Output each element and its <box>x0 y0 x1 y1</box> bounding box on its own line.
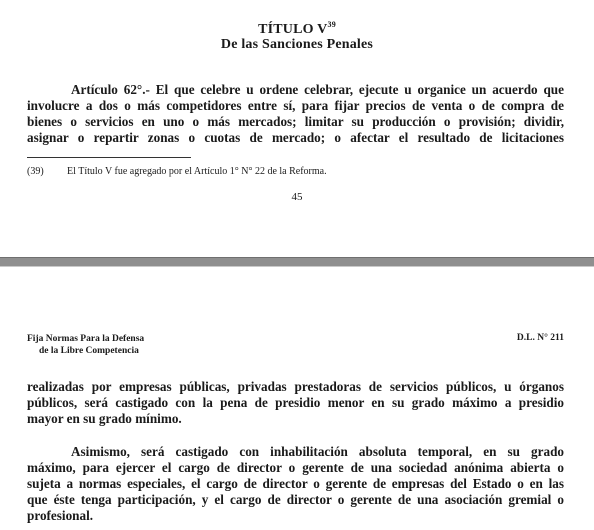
text-line: sujeta a normas especiales, el cargo de director o gerente de empresas del Estado o en las <box>27 476 564 491</box>
footnote-text: El Título V fue agregado por el Artículo 1° N° 22 de la Reforma. <box>67 166 327 177</box>
text-line: que éste tenga participación, y el cargo de director o gerente de una asociación gremial o <box>27 492 564 507</box>
text-line: realizadas por empresas públicas, privadas prestadoras de servicios públicos, u órganos <box>27 379 564 394</box>
footnote-divider <box>27 157 191 158</box>
footnote-number: (39) <box>27 166 44 177</box>
header-line: Fija Normas Para la Defensa <box>27 334 145 344</box>
text-line: máximo, para ejercer el cargo de director o gerente de una sociedad anónima abierta o <box>27 460 564 475</box>
text-line: públicos, será castigado con la pena de presidio menor en su grado máximo a presidio <box>27 395 564 410</box>
text-line: asignar o repartir zonas o cuotas de mercado; o afectar el resultado de licitaciones <box>27 130 564 145</box>
header-line: de la Libre Competencia <box>39 346 139 356</box>
running-header-left <box>27 333 144 357</box>
asimismo-paragraph <box>27 444 564 524</box>
text-line: Asimismo, será castigado con inhabilitación absoluta temporal, en su grado <box>71 444 564 459</box>
page-separator <box>0 257 594 267</box>
text-line: mayor en su grado mínimo. <box>27 411 182 426</box>
article-62-paragraph <box>27 82 564 146</box>
text-line: bienes o servicios en uno o más mercados; limitar su producción o provisión; dividir, <box>27 114 564 129</box>
title-footnote-ref: 39 <box>327 20 336 29</box>
text-line: Artículo 62°.- El que celebre u ordene celebrar, ejecute u organice un acuerdo que <box>71 82 564 97</box>
section-subtitle: De las Sanciones Penales <box>220 37 374 52</box>
footnote <box>27 166 567 177</box>
text-line: involucre a dos o más competidores entre sí, para fijar precios de venta o de compra de <box>27 98 564 113</box>
page-number: 45 <box>291 191 303 203</box>
continuation-paragraph <box>27 379 564 427</box>
running-header-right: D.L. N° 211 <box>516 333 564 343</box>
text-line: profesional. <box>27 508 94 523</box>
section-title: TÍTULO $V^{39}$ <box>258 20 336 37</box>
